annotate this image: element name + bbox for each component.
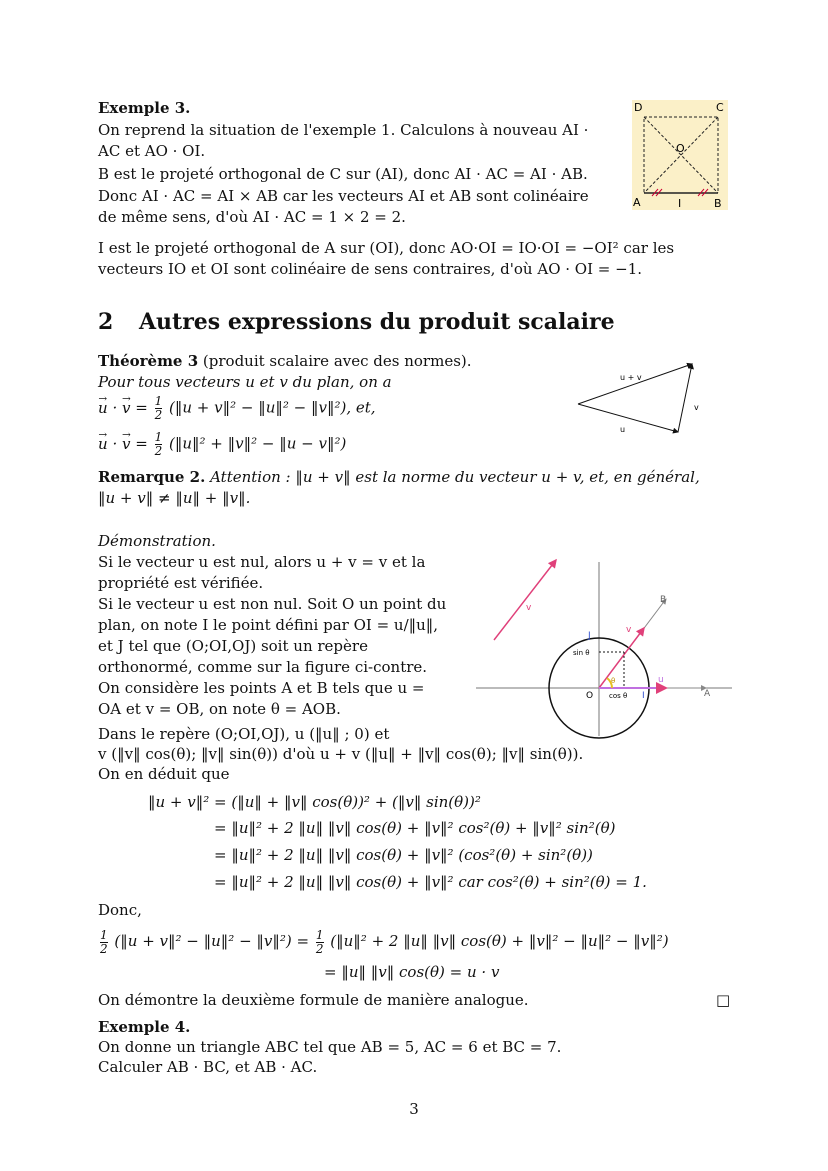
demo-p4: Dans le repère (O;OI,OJ), u (‖u‖ ; 0) et xyxy=(98,725,390,743)
equation-5-right: (‖u‖² + 2 ‖u‖ ‖v‖ cos(θ) + ‖v‖² − ‖u‖² − ‖v‖²) xyxy=(330,932,669,950)
fraction-half: $\frac{1}{2}$ xyxy=(100,927,108,956)
label-c: C xyxy=(716,101,724,114)
label-sum: u + v xyxy=(620,373,642,382)
remark2-label: Remarque 2. xyxy=(98,468,206,486)
formula1-right: (‖u + v‖² − ‖u‖² − ‖v‖²), et, xyxy=(169,398,376,417)
label-sin: sin θ xyxy=(573,649,590,657)
example4-title: Exemple 4. xyxy=(98,1018,191,1036)
demo-donc: Donc, xyxy=(98,901,142,919)
remark2-text: Attention : ‖u + v‖ est la norme du vecteur u + v, et, en général, ‖u + v‖ ≠ ‖u‖ + ‖v‖. xyxy=(98,468,700,507)
label-v: v xyxy=(694,403,699,412)
label-i: I xyxy=(678,197,682,210)
circle-figure xyxy=(476,552,734,738)
triangle-figure xyxy=(568,358,698,440)
label-o: O xyxy=(676,142,685,155)
label-d: D xyxy=(634,101,643,114)
example3-line3: Donc AI · AC = AI × AB car les vecteurs AI et AB sont colinéaire de même sens, d'où AI · AC = 1 × 2 = 2. xyxy=(98,187,589,226)
demo-p3: On considère les points A et B tels que u = OA et v = OB, on note θ = AOB. xyxy=(98,679,425,718)
label-b: B xyxy=(714,197,722,210)
equation-3: = ‖u‖² + 2 ‖u‖ ‖v‖ cos(θ) + ‖v‖² (cos²(θ) + sin²(θ)) xyxy=(214,846,593,864)
fraction-half: $\frac{1}{2}$ xyxy=(154,394,163,422)
equation-4: = ‖u‖² + 2 ‖u‖ ‖v‖ cos(θ) + ‖v‖² car cos²(θ) + sin²(θ) = 1. xyxy=(214,873,647,891)
theorem3-formula1: → u · → v = $\frac{1}{2}$ (‖u + v‖² − ‖u‖² − ‖v‖²), et, xyxy=(98,395,376,422)
label-theta: θ xyxy=(611,677,616,685)
formula2-right: (‖u‖² + ‖v‖² − ‖u − v‖²) xyxy=(169,434,347,453)
label-v: v xyxy=(626,625,632,635)
example3-title: Exemple 3. xyxy=(98,99,191,117)
equation-2: = ‖u‖² + 2 ‖u‖ ‖v‖ cos(θ) + ‖v‖² cos²(θ) + ‖v‖² sin²(θ) xyxy=(214,819,616,837)
vector-v-free xyxy=(494,560,556,640)
equation-1: ‖u + v‖² = (‖u‖ + ‖v‖ cos(θ))² + (‖v‖ sin(θ))² xyxy=(148,793,481,811)
label-b: B xyxy=(660,595,667,605)
section-number: 2 xyxy=(98,309,114,335)
demo-end: On démontre la deuxième formule de manière analogue. xyxy=(98,991,529,1009)
label-u: u xyxy=(658,675,664,685)
example3-line4: I est le projeté orthogonal de A sur (OI), donc AO·OI = IO·OI = −OI² car les vecteurs IO et OI sont colinéaire de sens contraires, d'où AO · OI = −1. xyxy=(98,239,675,278)
label-j: J xyxy=(588,631,591,641)
example4-line1: On donne un triangle ABC tel que AB = 5, AC = 6 et BC = 7. xyxy=(98,1038,562,1056)
equation-5 xyxy=(98,928,669,956)
theorem3-label: Théorème 3 xyxy=(98,352,199,370)
theorem3-formula2: → u · → v = $\frac{1}{2}$ (‖u‖² + ‖v‖² − ‖u − v‖²) xyxy=(98,431,346,458)
example3-line2: B est le projeté orthogonal de C sur (AI), donc AI · AC = AI · AB. xyxy=(98,165,588,183)
example4-line2: Calculer AB · BC, et AB · AC. xyxy=(98,1058,318,1076)
demo-p1: Si le vecteur u est nul, alors u + v = v et la propriété est vérifiée. xyxy=(98,553,426,592)
vector-v-arrow xyxy=(678,364,692,432)
theorem3-statement: Pour tous vecteurs u et v du plan, on a xyxy=(98,373,392,391)
demo-p6: On en déduit que xyxy=(98,765,230,783)
label-a: A xyxy=(704,689,711,699)
label-u: u xyxy=(620,425,626,434)
vector-u-arrow xyxy=(578,404,678,432)
section-title: Autres expressions du produit scalaire xyxy=(138,309,615,335)
label-a: A xyxy=(633,196,641,209)
equation-5-left: (‖u + v‖² − ‖u‖² − ‖v‖²) = xyxy=(114,932,310,950)
fraction-half: $\frac{1}{2}$ xyxy=(154,430,163,458)
remark2 xyxy=(98,467,708,509)
label-i: I xyxy=(642,691,645,701)
vector-v-on-circle xyxy=(599,628,644,688)
demo-p2: Si le vecteur u est non nul. Soit O un point du plan, on note I le point défini par OI = u/‖u‖, et J tel que (O;OI,OJ) soit un repère orthonormé, comme sur la figure ci-contre. xyxy=(98,595,447,676)
section-heading xyxy=(98,307,615,337)
qed-symbol: □ xyxy=(716,991,731,1009)
demo-title: Démonstration. xyxy=(98,532,216,550)
example3-line1: On reprend la situation de l'exemple 1. Calculons à nouveau AI · AC et AO · OI. xyxy=(98,121,589,160)
theorem3-heading xyxy=(98,351,472,372)
fraction-half: $\frac{1}{2}$ xyxy=(315,927,324,956)
vector-sum-arrow xyxy=(578,364,692,404)
equation-6: = ‖u‖ ‖v‖ cos(θ) = u · v xyxy=(324,963,500,981)
theorem3-paren: (produit scalaire avec des normes). xyxy=(202,352,472,370)
square-figure xyxy=(632,100,728,210)
page-number: 3 xyxy=(409,1100,419,1118)
label-v-free: v xyxy=(526,603,532,613)
label-o: O xyxy=(586,691,594,701)
label-cos: cos θ xyxy=(609,692,628,700)
demo-p5: v (‖v‖ cos(θ); ‖v‖ sin(θ)) d'où u + v (‖u‖ + ‖v‖ cos(θ); ‖v‖ sin(θ)). xyxy=(98,745,584,763)
